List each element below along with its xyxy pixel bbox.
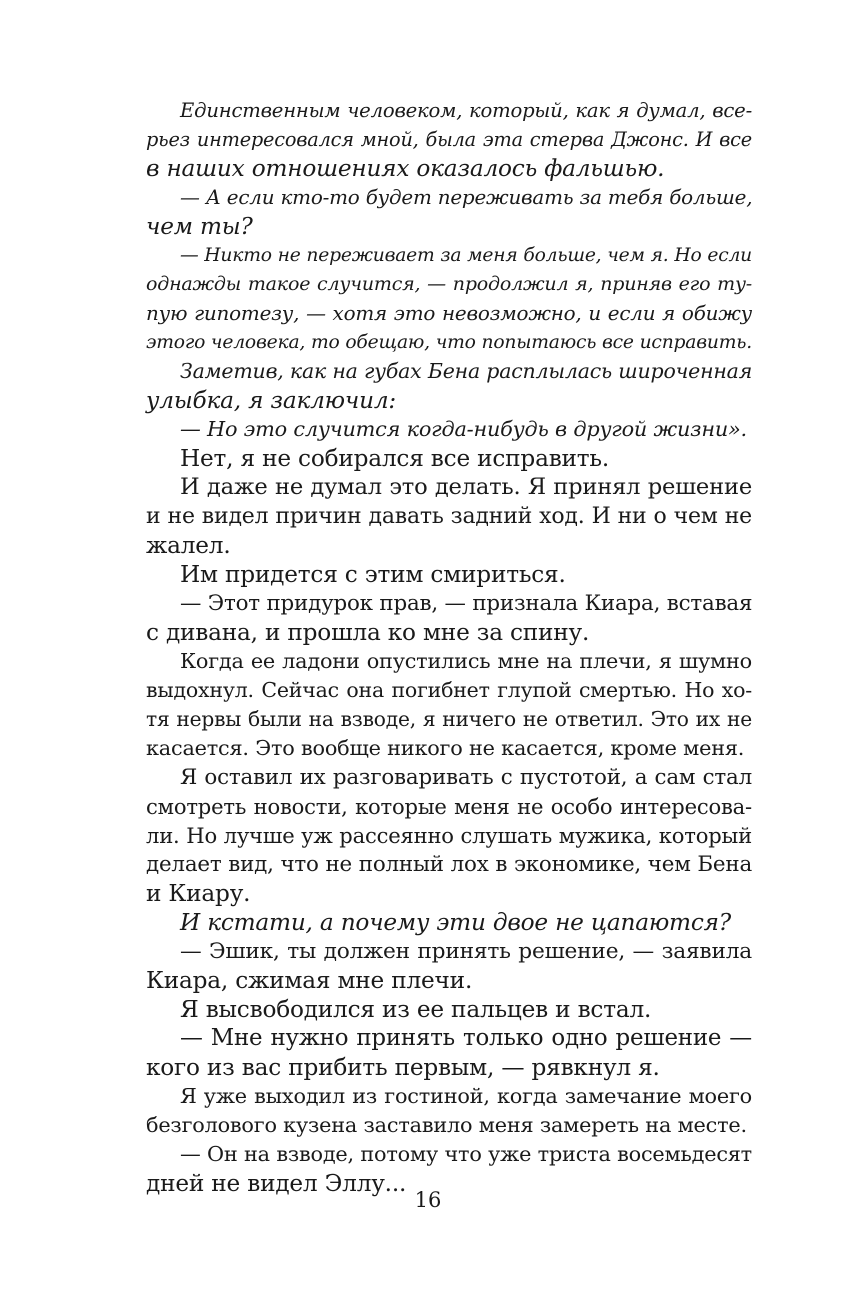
text-line: Я уже выходил из гостиной, когда замечание моего (180, 1084, 752, 1108)
text-line: тя нервы были на взводе, я ничего не ответил. Это их не (146, 707, 752, 731)
text-line: и Киару. (146, 880, 251, 907)
text-line: жалел. (146, 532, 231, 559)
text-line: Киара, сжимая мне плечи. (146, 967, 473, 994)
text-line: и не видел причин давать задний ход. И ни о чем не (146, 504, 752, 529)
text-line: — Эшик, ты должен принять решение, — заявила (180, 939, 752, 964)
text-line: — Мне нужно принять только одно решение — (180, 1025, 752, 1051)
text-line: ли. Но лучше уж рассеянно слушать мужика, который (146, 823, 752, 848)
page-body-text (146, 96, 752, 1198)
text-line: смотреть новости, которые меня не особо интересова- (146, 794, 752, 819)
text-line: Когда ее ладони опустились мне на плечи, я шумно (180, 649, 752, 673)
text-line: Единственным человеком, который, как я думал, все- (180, 99, 752, 122)
text-line: дней не видел Эллу... (146, 1170, 407, 1197)
text-line: безголового кузена заставило меня замереть на месте. (146, 1113, 747, 1137)
text-line: в наших отношениях оказалось фальшью. (146, 155, 665, 182)
text-line: — Этот придурок прав, — признала Киара, вставая (180, 591, 753, 616)
text-line: делает вид, что не полный лох в экономике, чем Бена (146, 852, 752, 877)
text-line: — Но это случится когда-нибудь в другой жизни». (180, 417, 747, 441)
text-line: И даже не думал это делать. Я принял решение (180, 474, 752, 500)
text-line: Я оставил их разговаривать с пустотой, а сам стал (180, 765, 752, 790)
text-line: пую гипотезу, — хотя это невозможно, и если я обижу (146, 302, 752, 325)
text-line: кого из вас прибить первым, — рявкнул я. (146, 1054, 660, 1081)
text-line: улыбка, я заключил: (146, 387, 397, 414)
text-line: — Никто не переживает за меня больше, чем я. Но если (180, 245, 752, 266)
text-line: однажды такое случится, — продолжил я, приняв его ту- (146, 273, 752, 295)
text-line: этого человека, то обещаю, что попытаюсь все исправить. (146, 332, 752, 353)
text-line: — Он на взводе, потому что уже триста восемьдесят (180, 1142, 752, 1166)
text-line: чем ты? (146, 213, 253, 240)
text-line: касается. Это вообще никого не касается, кроме меня. (146, 736, 745, 760)
text-line: Заметив, как на губах Бена расплылась широченная (180, 359, 753, 383)
text-line: — А если кто-то будет переживать за тебя больше, (180, 186, 753, 209)
text-line: рьез интересовался мной, была эта стерва Джонс. И все (146, 128, 752, 151)
text-line: выдохнул. Сейчас она погибнет глупой смертью. Но хо- (146, 678, 752, 702)
text-line: Им придется с этим смириться. (180, 561, 566, 588)
page-number: 16 (414, 1188, 442, 1212)
text-line: И кстати, а почему эти двое не цапаются? (180, 909, 732, 936)
text-line: Нет, я не собирался все исправить. (180, 445, 610, 472)
text-line: с дивана, и прошла ко мне за спину. (146, 619, 590, 646)
text-line: Я высвободился из ее пальцев и встал. (180, 996, 652, 1023)
